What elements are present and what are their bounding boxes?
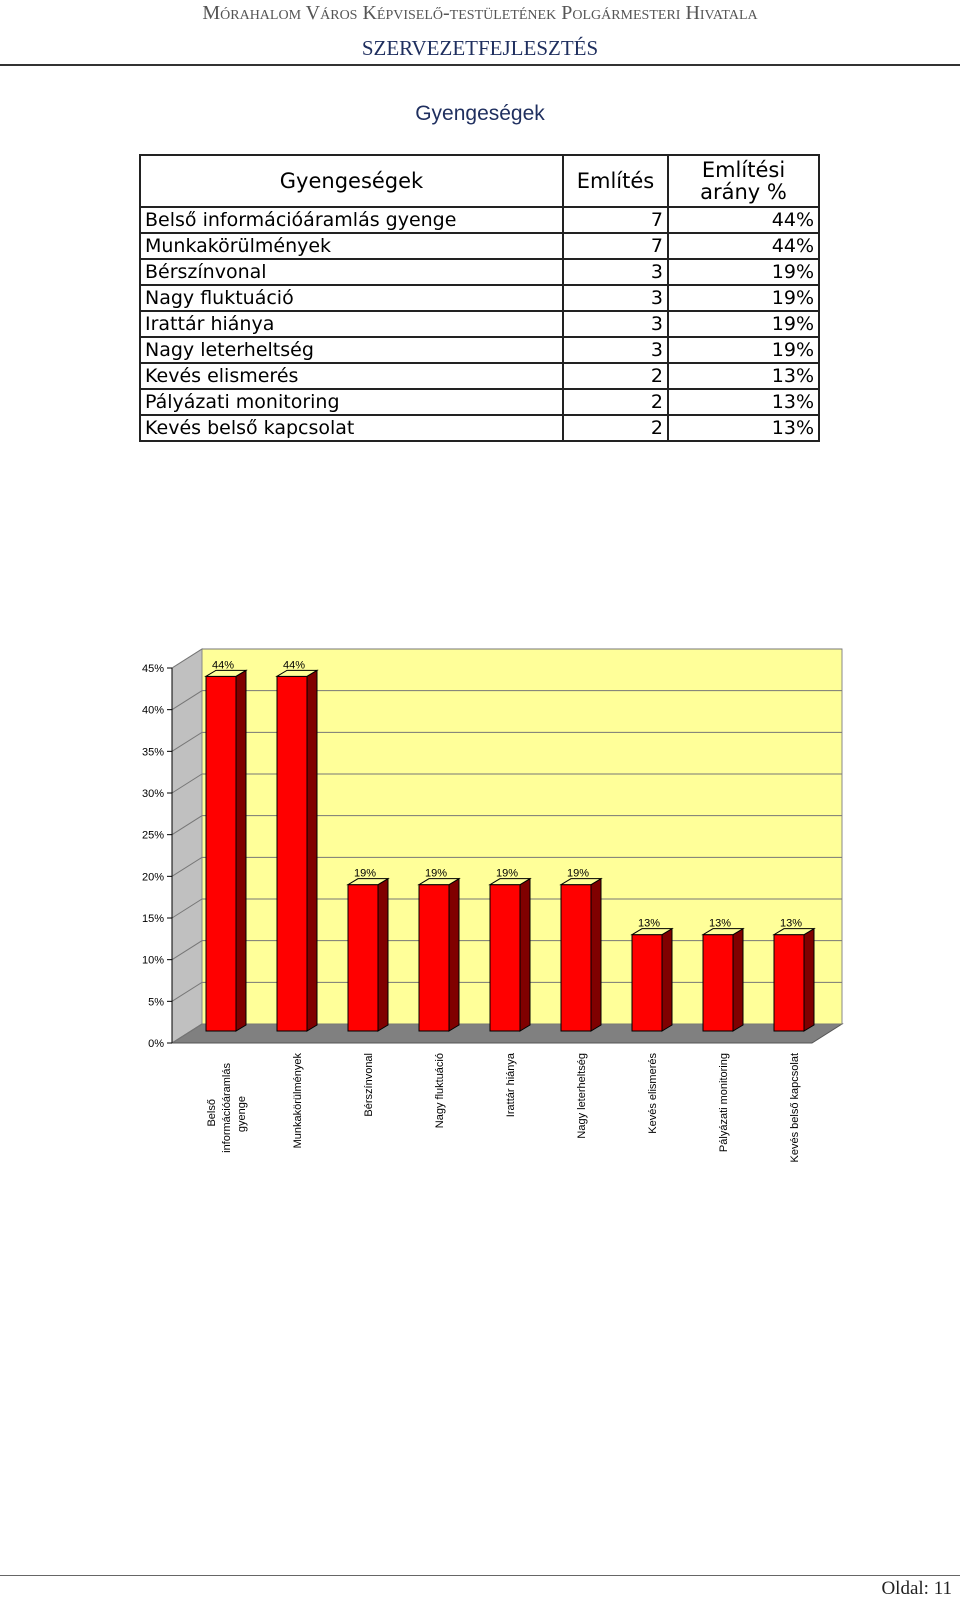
data-label: 19%: [566, 867, 590, 880]
y-tick-label: 5%: [148, 996, 164, 1009]
mention-count-cell: 2: [563, 363, 668, 389]
mention-ratio-cell: 13%: [668, 363, 819, 389]
bar-side: [378, 879, 388, 1031]
mention-ratio-cell: 19%: [668, 311, 819, 337]
weakness-cell: Munkakörülmények: [140, 233, 563, 259]
data-label: 44%: [211, 659, 235, 672]
data-label: 44%: [282, 659, 306, 672]
bar: [774, 935, 804, 1031]
bar: [632, 935, 662, 1031]
bar-side: [733, 929, 743, 1031]
mention-ratio-cell: 19%: [668, 285, 819, 311]
bar-side: [662, 929, 672, 1031]
mention-count-cell: 3: [563, 285, 668, 311]
category-label: Nagy fluktuáció: [434, 1053, 446, 1129]
mention-count-cell: 2: [563, 389, 668, 415]
bar: [277, 676, 307, 1031]
y-tick-label: 15%: [141, 913, 164, 925]
bar-side: [804, 929, 814, 1031]
section-title: Gyengeségek: [415, 102, 545, 125]
y-tick-label: 0%: [148, 1038, 164, 1050]
data-label: 19%: [353, 867, 377, 880]
category-label: Nagy leterheltség: [576, 1053, 588, 1139]
header-project-title: SZERVEZETFEJLESZTÉS: [361, 36, 599, 60]
data-label: 13%: [637, 917, 661, 930]
bar: [490, 885, 520, 1031]
y-tick-label: 35%: [141, 746, 164, 759]
bar: [703, 935, 733, 1031]
category-label: Irattár hiánya: [505, 1053, 517, 1118]
y-tick-label: 20%: [141, 871, 164, 884]
y-tick-label: 10%: [141, 954, 164, 967]
weakness-cell: Irattár hiánya: [140, 311, 563, 337]
weakness-cell: Pályázati monitoring: [140, 389, 563, 415]
mention-count-cell: 3: [563, 337, 668, 363]
data-label: 13%: [708, 917, 732, 930]
data-label: 13%: [779, 917, 803, 930]
bar-side: [449, 879, 459, 1031]
mention-count-cell: 7: [563, 207, 668, 233]
mention-ratio-cell: 13%: [668, 415, 819, 441]
bar: [206, 676, 236, 1031]
bar-side: [591, 879, 601, 1031]
category-label: Kevés belső kapcsolat: [789, 1053, 801, 1163]
page-number: Oldal: 11: [881, 1578, 952, 1599]
column-header-mention-ratio: Említési arány %: [668, 155, 819, 207]
category-label: Belső információáramlás gyenge: [206, 1063, 248, 1153]
bar: [348, 885, 378, 1031]
y-tick-label: 25%: [141, 829, 164, 842]
weakness-cell: Bérszínvonal: [140, 259, 563, 285]
mention-ratio-cell: 13%: [668, 389, 819, 415]
bar-side: [520, 879, 530, 1031]
footer-divider: [0, 1575, 960, 1576]
mention-ratio-cell: 19%: [668, 337, 819, 363]
y-tick-label: 45%: [141, 663, 164, 675]
data-label: 19%: [424, 867, 448, 880]
y-tick-label: 40%: [141, 704, 164, 717]
chart-side-wall: [172, 649, 202, 1043]
category-label: Munkakörülmények: [292, 1053, 304, 1149]
data-label: 19%: [495, 867, 519, 880]
bar-side: [236, 670, 246, 1031]
weakness-cell: Kevés elismerés: [140, 363, 563, 389]
header-institution: Mórahalom Város Képviselő-testületének Polgármesteri Hivatala: [202, 2, 758, 24]
mention-ratio-cell: 19%: [668, 259, 819, 285]
column-header-mentions: Említés: [563, 155, 668, 207]
mention-ratio-cell: 44%: [668, 207, 819, 233]
category-label: Pályázati monitoring: [718, 1053, 730, 1153]
mention-count-cell: 3: [563, 311, 668, 337]
bar: [561, 885, 591, 1031]
mention-count-cell: 3: [563, 259, 668, 285]
weakness-cell: Belső információáramlás gyenge: [140, 207, 563, 233]
category-label: Kevés elismerés: [647, 1053, 659, 1134]
column-header-weakness: Gyengeségek: [140, 155, 563, 207]
weakness-cell: Nagy leterheltség: [140, 337, 563, 363]
category-label: Bérszínvonal: [363, 1053, 375, 1117]
mention-count-cell: 7: [563, 233, 668, 259]
bar-side: [307, 670, 317, 1031]
y-tick-label: 30%: [141, 788, 164, 800]
bar: [419, 885, 449, 1031]
mention-ratio-cell: 44%: [668, 233, 819, 259]
weakness-cell: Nagy fluktuáció: [140, 285, 563, 311]
weakness-cell: Kevés belső kapcsolat: [140, 415, 563, 441]
mention-count-cell: 2: [563, 415, 668, 441]
